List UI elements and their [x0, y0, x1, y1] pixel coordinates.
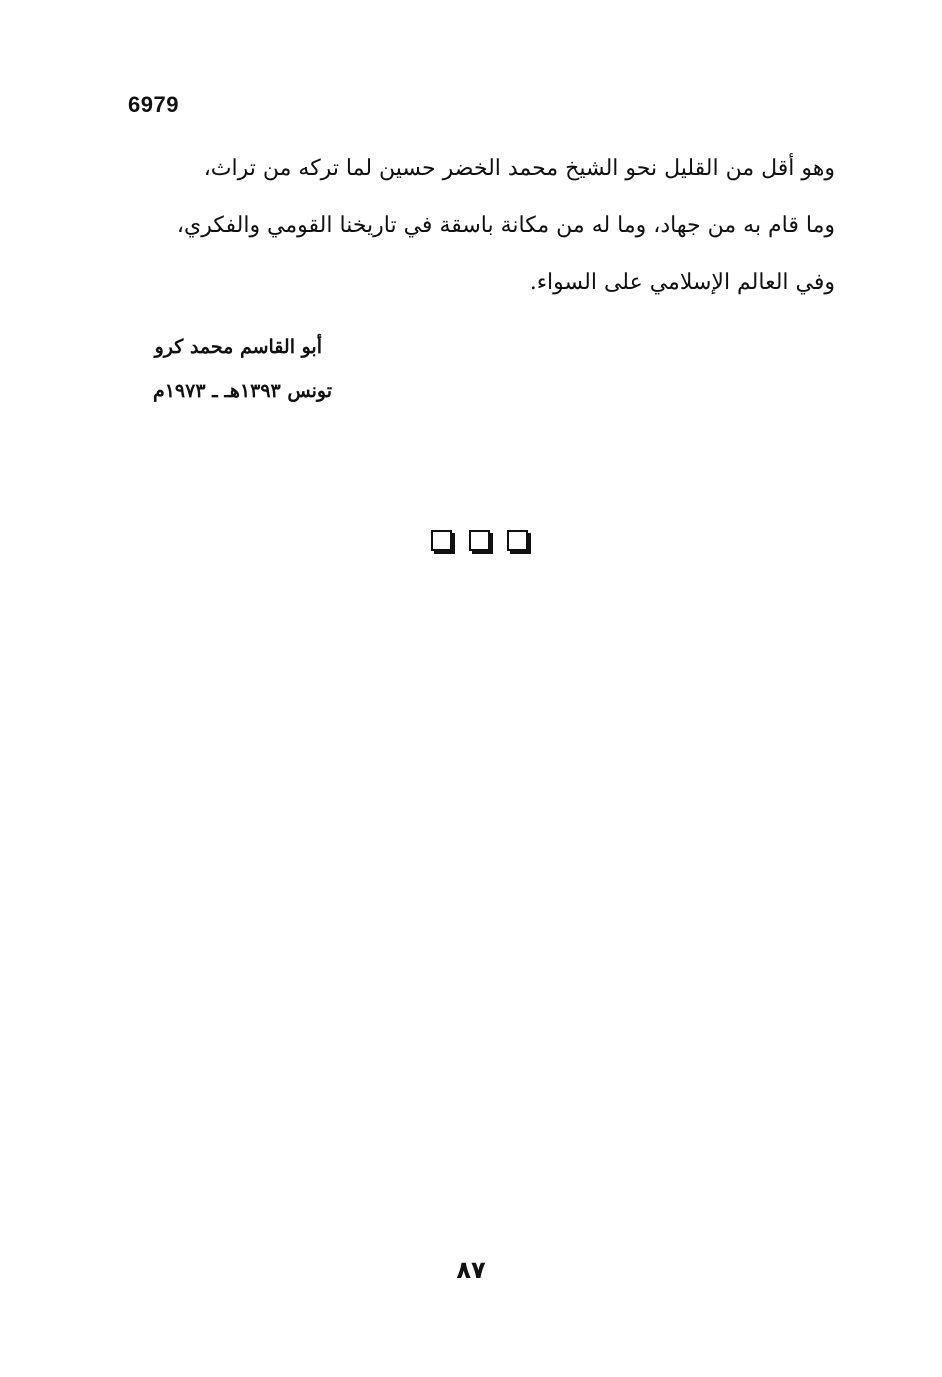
document-id: 6979	[128, 92, 179, 117]
body-line: وهو أقل من القليل نحو الشيخ محمد الخضر حسين لما تركه من تراث،	[203, 156, 835, 181]
place-date: تونس ١٣٩٣هـ ـ ١٩٧٣م	[152, 380, 332, 402]
signature-block	[120, 325, 332, 413]
box-ornament-icon	[431, 530, 452, 551]
author-name: أبو القاسم محمد كرو	[154, 336, 322, 358]
section-ornament	[431, 530, 528, 551]
body-paragraph	[125, 140, 835, 311]
box-ornament-icon	[469, 530, 490, 551]
body-line: وما قام به من جهاد، وما له من مكانة باسقة في تاريخنا القومي والفكري،	[176, 213, 835, 238]
box-ornament-icon	[507, 530, 528, 551]
body-line: وفي العالم الإسلامي على السواء.	[529, 270, 835, 295]
page-number: ٨٧	[456, 1256, 486, 1284]
